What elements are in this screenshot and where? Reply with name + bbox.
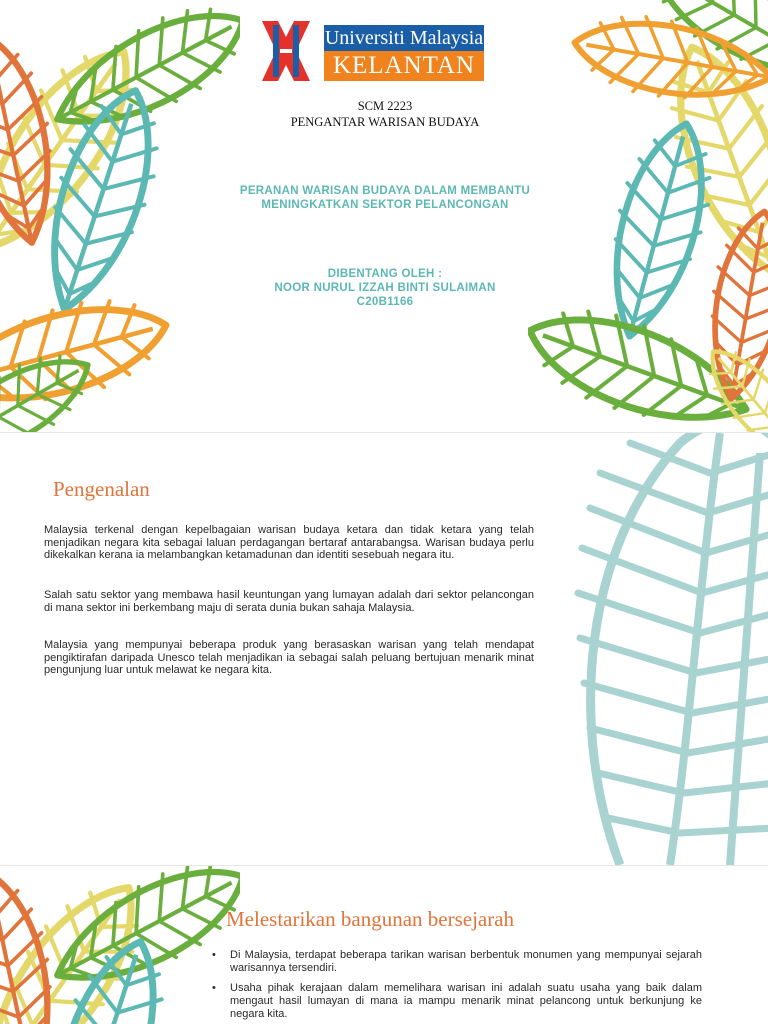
student-id: C20B1166 [356, 296, 414, 308]
bullet-icon: • [212, 982, 216, 994]
title-line-1: PERANAN WARISAN BUDAYA DALAM MEMBANTU [239, 185, 531, 197]
paragraph-2: Salah satu sektor yang membawa hasil keuntungan yang lumayan adalah dari sektor pelancongan di mana sektor ini berkembang maju di serata dunia bukan sahaja Malaysia. [44, 589, 534, 614]
section-heading: Pengenalan [53, 477, 150, 501]
conservation-slide [0, 866, 768, 1024]
student-name: NOOR NURUL IZZAH BINTI SULAIMAN [274, 282, 496, 294]
paragraph-1: Malaysia terkenal dengan kepelbagaian warisan budaya ketara dan tidak ketara yang telah menjadikan negara kita sebagai laluan perdagangan bertaraf antarabangsa. Warisan budaya perlu dikekalkan kerana ia melambangkan ketamadunan dan identiti sesebuah negara itu. [44, 524, 534, 562]
section-heading: Melestarikan bangunan bersejarah [226, 907, 515, 931]
bullet-text: Di Malaysia, terdapat beberapa tarikan warisan berbentuk monumen yang mempunyai sejarah warisannya tersendiri. [230, 949, 702, 974]
paragraph-3: Malaysia yang mempunyai beberapa produk yang berasaskan warisan yang telah mendapat pengiktirafan daripada Unesco telah menjadikan ia sebagai salah peluang bertujuan menarik minat pengunjung luar untuk melawat ke negara kita. [44, 639, 534, 677]
logo-university-text: Universiti Malaysia [324, 27, 484, 49]
title-slide [0, 0, 768, 432]
university-logo [258, 17, 484, 85]
umk-emblem-icon [258, 17, 314, 85]
introduction-slide [0, 433, 768, 865]
presented-by-label: DIBENTANG OLEH : [327, 268, 443, 280]
list-item [212, 949, 702, 975]
list-item [212, 982, 702, 1021]
logo-kelantan-text: KELANTAN [324, 51, 484, 81]
bullet-list [212, 949, 702, 1024]
title-line-2: MENINGKATKAN SEKTOR PELANCONGAN [261, 199, 509, 211]
large-teal-leaf-decoration [560, 433, 768, 865]
course-code: SCM 2223 [357, 99, 413, 113]
left-leaves-decoration [0, 0, 240, 432]
bullet-icon: • [212, 949, 216, 961]
course-name: PENGANTAR WARISAN BUDAYA [290, 115, 480, 129]
right-leaves-decoration [528, 0, 768, 432]
bullet-text: Usaha pihak kerajaan dalam memelihara warisan ini adalah suatu usaha yang baik dalam mengaut hasil lumayan di mana ia mampu menarik minat pelancong untuk berkunjung ke negara kita. [230, 982, 702, 1020]
left-leaves-decoration [0, 866, 240, 1024]
